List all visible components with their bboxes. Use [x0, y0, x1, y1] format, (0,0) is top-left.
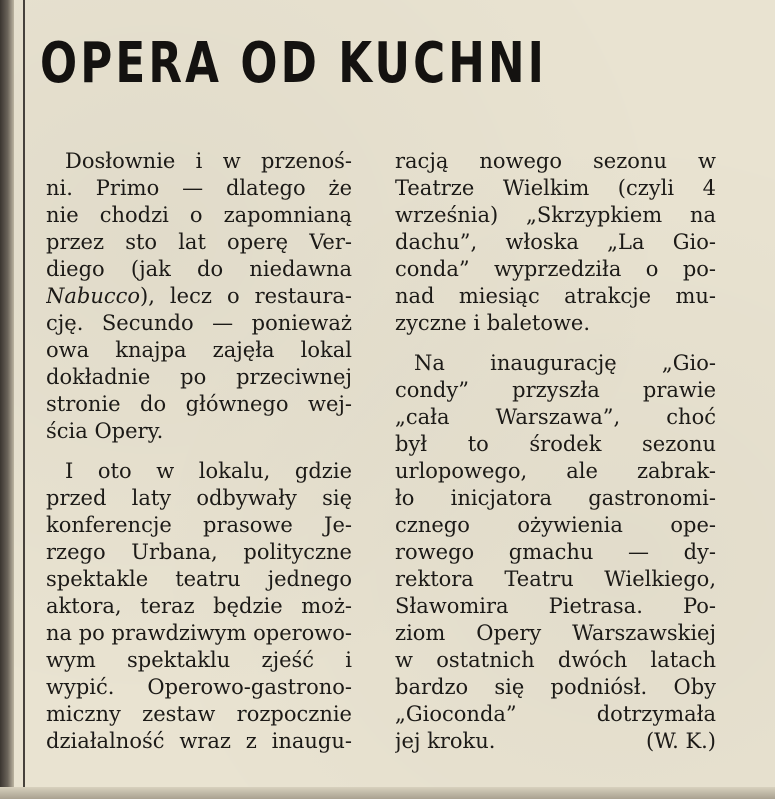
left-column: [46, 148, 352, 755]
text-line: „cała Warszawa”, choć: [395, 405, 716, 429]
text-line: zyczne i baletowe.: [395, 311, 591, 335]
text-line: rowego gmachu — dy-: [395, 540, 716, 564]
text-line: przed laty odbywały się: [46, 486, 352, 510]
right-paragraph-1: [395, 148, 716, 337]
text-line: Sławomira Pietrasa. Po-: [395, 594, 716, 618]
right-paragraph-2: [395, 350, 716, 755]
closing-line: [395, 728, 716, 755]
paragraph-gap: [46, 445, 352, 458]
text-line: ziom Opery Warszawskiej: [395, 621, 716, 645]
text-line: rzego Urbana, polityczne: [46, 540, 352, 564]
column-rule: [23, 0, 25, 799]
text-line: „Gioconda” dotrzymała: [395, 702, 716, 726]
text-line: cznego ożywienia ope-: [395, 513, 716, 537]
text-line: Na inaugurację „Gio-: [414, 351, 716, 375]
text-line: konferencje prasowe Je-: [46, 513, 352, 537]
text-line: Teatrze Wielkim (czyli 4: [395, 176, 716, 200]
text-line: diego (jak do niedawna: [46, 257, 352, 281]
text-line: na po prawdziwym operowo-: [46, 621, 352, 645]
text-line: bardzo się podniósł. Oby: [395, 675, 716, 699]
text-line: wym spektaklu zjeść i: [46, 648, 352, 672]
text-line: wypić. Operowo-gastrono-: [46, 675, 352, 699]
text-line: września) „Skrzypkiem na: [395, 203, 716, 227]
text-line: Nabucco), lecz o restaura-: [46, 284, 352, 308]
left-paragraph-2: [46, 458, 352, 755]
paragraph-gap: [395, 337, 716, 350]
text-line: aktora, teraz będzie moż-: [46, 594, 352, 618]
page-gutter-shadow: [0, 0, 14, 799]
text-line: dachu”, włoska „La Gio-: [395, 230, 716, 254]
right-column: [395, 148, 716, 755]
text-line: nad miesiąc atrakcje mu-: [395, 284, 716, 308]
text-line: cję. Secundo — ponieważ: [46, 311, 352, 335]
text-line: dokładnie po przeciwnej: [46, 365, 352, 389]
text-line: spektakle teatru jednego: [46, 567, 352, 591]
text-line: stronie do głównego wej-: [46, 392, 352, 416]
text-line: rektora Teatru Wielkiego,: [395, 567, 716, 591]
text-line: racją nowego sezonu w: [395, 149, 716, 173]
text-line: działalność wraz z inaugu-: [46, 729, 352, 753]
article-headline: OPERA OD KUCHNI: [40, 31, 547, 96]
text-line: jej kroku.: [395, 729, 496, 753]
text-line: miczny zestaw rozpocznie: [46, 702, 352, 726]
text-line: był to środek sezonu: [395, 432, 716, 456]
text-line: ścia Opery.: [46, 419, 164, 443]
text-line: przez sto lat operę Ver-: [46, 230, 352, 254]
text-line: nie chodzi o zapomnianą: [46, 203, 352, 227]
left-paragraph-1: [46, 148, 352, 445]
text-line: owa knajpa zajęła lokal: [46, 338, 352, 362]
text-line: Dosłownie i w przenoś-: [65, 149, 352, 173]
text-line: I oto w lokalu, gdzie: [65, 459, 352, 483]
text-line: ło inicjatora gastronomi-: [395, 486, 716, 510]
text-line: urlopowego, ale zabrak-: [395, 459, 716, 483]
opera-title: Nabucco: [46, 284, 141, 308]
text-line: condy” przyszła prawie: [395, 378, 716, 402]
page-bottom-edge: [0, 787, 775, 799]
text-line: ni. Primo — dlatego że: [46, 176, 352, 200]
text-line: conda” wyprzedziła o po-: [395, 257, 716, 281]
text-line: w ostatnich dwóch latach: [395, 648, 716, 672]
author-signature: (W. K.): [645, 729, 716, 753]
